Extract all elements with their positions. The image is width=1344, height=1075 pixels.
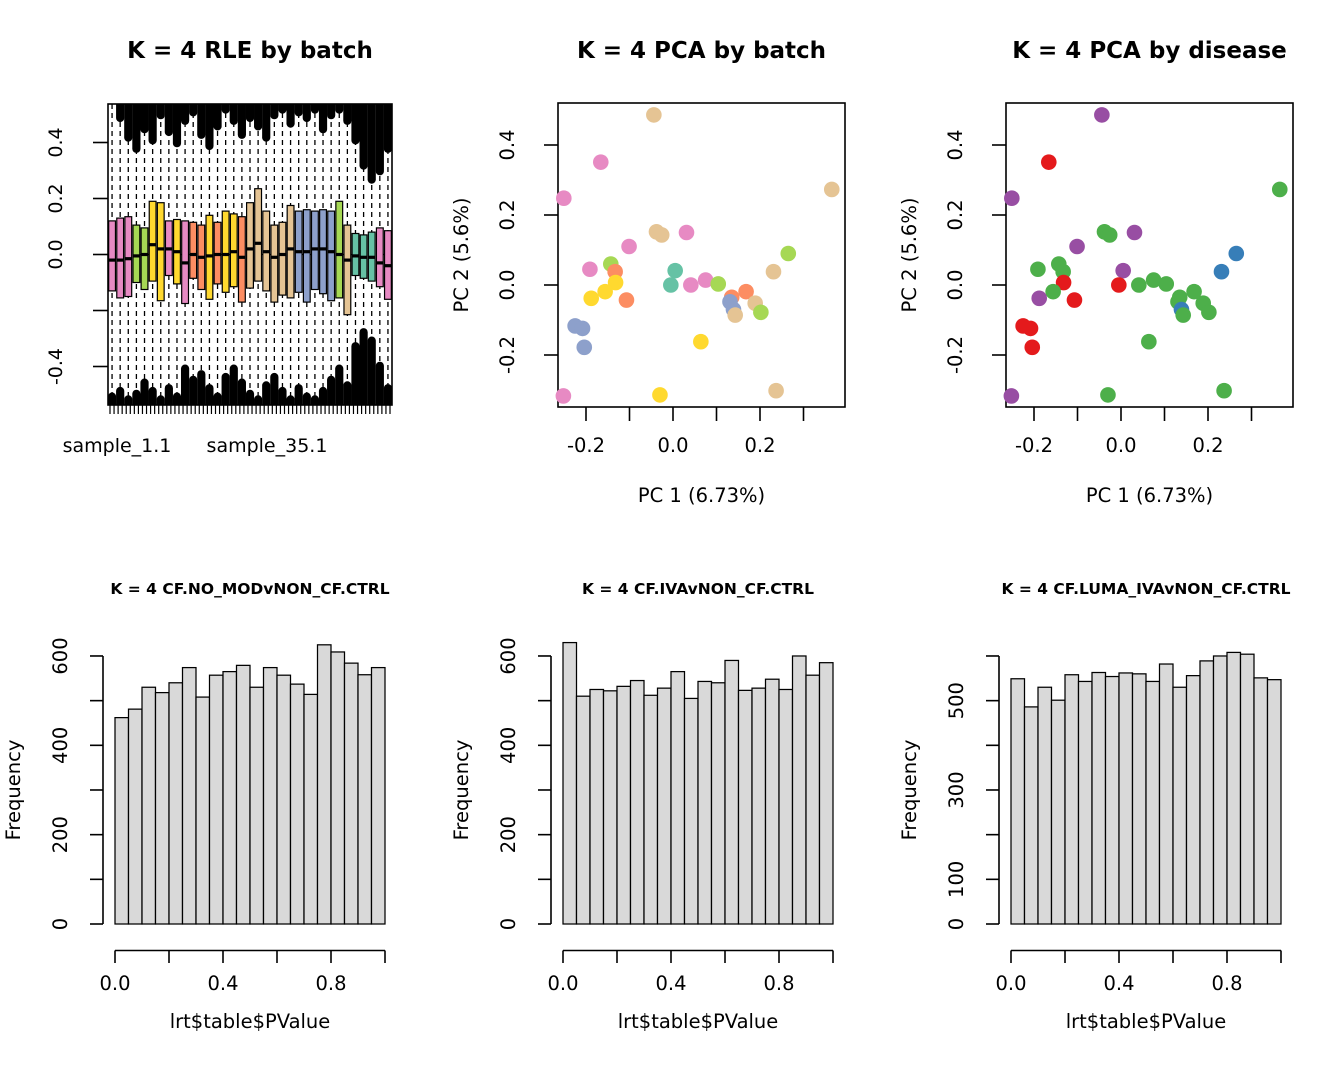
data-point: [1031, 291, 1047, 307]
x-tick-label: 0.0: [657, 434, 689, 457]
data-point: [597, 284, 613, 300]
data-point: [1201, 305, 1217, 321]
data-point: [646, 107, 662, 123]
data-point: [710, 276, 726, 292]
y-axis-title: Frequency: [450, 739, 473, 841]
histogram-bar: [142, 687, 156, 924]
histogram-bar: [631, 681, 645, 924]
histogram-bar: [1173, 687, 1187, 924]
data-point: [683, 277, 699, 293]
panel-title: K = 4 CF.IVAvNON_CF.CTRL: [581, 580, 815, 598]
y-tick-label: 400: [497, 726, 520, 764]
data-point: [1214, 264, 1230, 280]
x-tick-label: 0.8: [1211, 972, 1243, 995]
y-tick-label: -0.2: [944, 335, 967, 375]
data-point: [1158, 276, 1174, 292]
histogram-bar: [712, 683, 726, 924]
x-axis-sample-label: sample_35.1: [206, 435, 328, 457]
pca-batch-panel: [450, 38, 845, 507]
histogram-bar: [793, 656, 807, 924]
box: [328, 211, 335, 301]
box: [279, 222, 286, 295]
box: [141, 228, 148, 290]
box: [149, 201, 156, 281]
x-axis-title: PC 1 (6.73%): [637, 484, 766, 507]
data-point: [1041, 154, 1057, 170]
box: [376, 228, 383, 287]
histogram-panel: [450, 580, 833, 1033]
box: [271, 225, 278, 302]
x-tick-label: 0.0: [1105, 434, 1137, 457]
histogram-bar: [1214, 656, 1228, 924]
histogram-bar: [644, 695, 658, 924]
histogram-bar: [115, 718, 129, 924]
plot-border: [1006, 103, 1293, 407]
data-point: [1127, 225, 1143, 241]
y-tick-label: 300: [945, 771, 968, 809]
histogram-bar: [658, 688, 672, 924]
data-point: [1004, 190, 1020, 206]
x-tick-label: 0.8: [315, 972, 347, 995]
y-axis-title: PC 2 (5.6%): [450, 197, 473, 313]
histogram-bar: [318, 645, 332, 924]
box: [190, 222, 197, 278]
data-point: [1004, 388, 1020, 404]
histogram-panel: [2, 580, 390, 1033]
histogram-bar: [1187, 676, 1201, 924]
data-point: [1115, 263, 1131, 279]
data-point: [556, 190, 572, 206]
data-point: [1216, 383, 1232, 399]
x-tick-label: 0.0: [995, 972, 1027, 995]
histogram-bar: [1227, 652, 1241, 924]
data-point: [1030, 261, 1046, 277]
data-point: [780, 246, 796, 262]
x-tick-label: 0.2: [744, 434, 776, 457]
data-point: [1023, 321, 1039, 337]
box: [238, 217, 245, 302]
data-point: [727, 307, 743, 323]
data-point: [1111, 277, 1127, 293]
data-point: [1069, 239, 1085, 255]
y-tick-label: 0: [945, 917, 968, 931]
histogram-bar: [779, 689, 793, 924]
histogram-bar: [156, 693, 170, 924]
x-tick-label: 0.4: [1103, 972, 1135, 995]
histogram-bar: [1268, 680, 1282, 924]
data-point: [582, 261, 598, 277]
histogram-bar: [237, 665, 251, 924]
histogram-bar: [291, 684, 305, 924]
histogram-bar: [358, 675, 372, 924]
x-tick-label: 0.4: [207, 972, 239, 995]
data-point: [753, 305, 769, 321]
data-point: [1102, 227, 1118, 243]
y-tick-label: 0.2: [944, 199, 967, 231]
histogram-bar: [1106, 677, 1120, 924]
y-tick-label: 0.4: [45, 127, 67, 158]
x-axis-title: lrt$table$PValue: [1065, 1010, 1227, 1033]
y-tick-label: 600: [49, 637, 72, 675]
y-tick-label: 0.0: [944, 269, 967, 301]
histogram-bar: [1119, 673, 1133, 924]
histogram-bar: [1065, 675, 1079, 924]
histogram-bar: [250, 687, 264, 924]
histogram-bar: [806, 675, 820, 924]
data-point: [576, 340, 592, 356]
box: [344, 225, 351, 315]
histogram-bar: [685, 698, 699, 924]
histogram-bar: [739, 690, 753, 924]
box: [287, 206, 294, 298]
x-tick-label: 0.0: [547, 972, 579, 995]
y-tick-label: 400: [49, 726, 72, 764]
data-point: [667, 263, 683, 279]
histogram-bar: [1160, 664, 1174, 924]
histogram-bar: [1052, 700, 1066, 924]
histogram-bar: [196, 697, 210, 924]
y-axis-title: Frequency: [2, 739, 25, 841]
y-tick-label: -0.2: [496, 335, 519, 375]
histogram-bar: [577, 696, 591, 924]
box: [109, 221, 116, 291]
histogram-bar: [1079, 681, 1093, 924]
y-tick-label: -0.4: [45, 347, 67, 386]
y-tick-label: 500: [945, 682, 968, 720]
histogram-bar: [1146, 681, 1160, 924]
y-tick-label: 200: [497, 816, 520, 854]
histogram-bar: [345, 663, 359, 924]
data-point: [619, 292, 635, 308]
histogram-bar: [671, 672, 685, 924]
panel-title: K = 4 RLE by batch: [127, 38, 373, 64]
data-point: [679, 225, 695, 241]
histogram-bar: [617, 686, 631, 924]
data-point: [654, 227, 670, 243]
data-point: [1094, 107, 1110, 123]
data-point: [583, 291, 599, 307]
data-point: [1067, 292, 1083, 308]
histogram-bar: [169, 683, 183, 924]
y-axis-title: Frequency: [898, 739, 921, 841]
y-tick-label: 0.4: [496, 129, 519, 161]
histogram-bar: [766, 679, 780, 924]
histogram-bar: [563, 643, 577, 924]
box: [133, 225, 140, 282]
data-point: [1175, 307, 1191, 323]
histogram-bar: [264, 668, 278, 924]
data-point: [621, 239, 637, 255]
histogram-bar: [1025, 707, 1039, 924]
box: [336, 201, 343, 298]
x-tick-label: 0.8: [763, 972, 795, 995]
histogram-bar: [304, 694, 318, 924]
x-tick-label: 0.2: [1192, 434, 1224, 457]
histogram-bar: [1241, 654, 1255, 924]
x-axis-sample-label: sample_1.1: [62, 435, 172, 457]
y-tick-label: 0.0: [496, 269, 519, 301]
data-point: [1141, 334, 1157, 350]
panel-title: K = 4 CF.NO_MODvNON_CF.CTRL: [110, 580, 390, 598]
panel-title: K = 4 PCA by disease: [1012, 38, 1287, 64]
histogram-bar: [210, 675, 224, 924]
histogram-bar: [590, 689, 604, 924]
y-tick-label: 0: [497, 917, 520, 931]
histogram-bar: [223, 672, 237, 924]
y-axis-title: PC 2 (5.6%): [898, 197, 921, 313]
y-tick-label: 100: [945, 860, 968, 898]
histogram-panel: [898, 580, 1291, 1033]
data-point: [556, 388, 572, 404]
box: [320, 210, 327, 294]
box: [247, 203, 254, 288]
histogram-bar: [183, 668, 197, 924]
histogram-bar: [129, 709, 143, 924]
histogram-bar: [277, 675, 291, 924]
data-point: [1045, 284, 1061, 300]
data-point: [1228, 246, 1244, 262]
histogram-bar: [1254, 678, 1268, 924]
data-point: [1272, 182, 1288, 198]
data-point: [1100, 387, 1116, 403]
data-point: [693, 334, 709, 350]
data-point: [1024, 340, 1040, 356]
histogram-bar: [752, 688, 766, 924]
y-tick-label: 600: [497, 637, 520, 675]
pca-disease-panel: [898, 38, 1293, 507]
box: [125, 217, 132, 297]
x-axis-title: lrt$table$PValue: [169, 1010, 331, 1033]
box: [303, 210, 310, 302]
data-point: [824, 182, 840, 198]
histogram-bar: [725, 660, 739, 924]
panel-title: K = 4 CF.LUMA_IVAvNON_CF.CTRL: [1001, 580, 1291, 598]
x-axis-title: lrt$table$PValue: [617, 1010, 779, 1033]
x-tick-label: 0.0: [99, 972, 131, 995]
y-tick-label: 200: [49, 816, 72, 854]
data-point: [1131, 277, 1147, 293]
histogram-bar: [1092, 673, 1106, 924]
box: [157, 203, 164, 301]
y-tick-label: 0: [49, 917, 72, 931]
x-tick-label: 0.4: [655, 972, 687, 995]
histogram-bar: [820, 663, 834, 924]
data-point: [593, 154, 609, 170]
y-tick-label: 0.0: [45, 239, 67, 270]
box: [222, 211, 229, 292]
x-tick-label: -0.2: [1014, 434, 1054, 457]
histogram-bar: [698, 681, 712, 924]
histogram-bar: [372, 668, 386, 924]
y-tick-label: 0.4: [944, 129, 967, 161]
plot-border: [558, 103, 845, 407]
x-tick-label: -0.2: [566, 434, 606, 457]
histogram-bar: [1133, 674, 1147, 924]
histogram-bar: [604, 691, 618, 924]
y-tick-label: 0.2: [45, 183, 67, 214]
rle-boxplot-panel: [45, 38, 392, 457]
panel-title: K = 4 PCA by batch: [576, 38, 827, 64]
box: [255, 189, 262, 281]
box: [117, 218, 124, 298]
x-axis-title: PC 1 (6.73%): [1085, 484, 1214, 507]
data-point: [575, 321, 591, 337]
data-point: [652, 387, 668, 403]
histogram-bar: [331, 652, 345, 924]
data-point: [768, 383, 784, 399]
histogram-bar: [1200, 661, 1214, 924]
histogram-bar: [1011, 679, 1025, 924]
data-point: [663, 277, 679, 293]
y-tick-label: 0.2: [496, 199, 519, 231]
data-point: [766, 264, 782, 280]
histogram-bar: [1038, 687, 1052, 924]
